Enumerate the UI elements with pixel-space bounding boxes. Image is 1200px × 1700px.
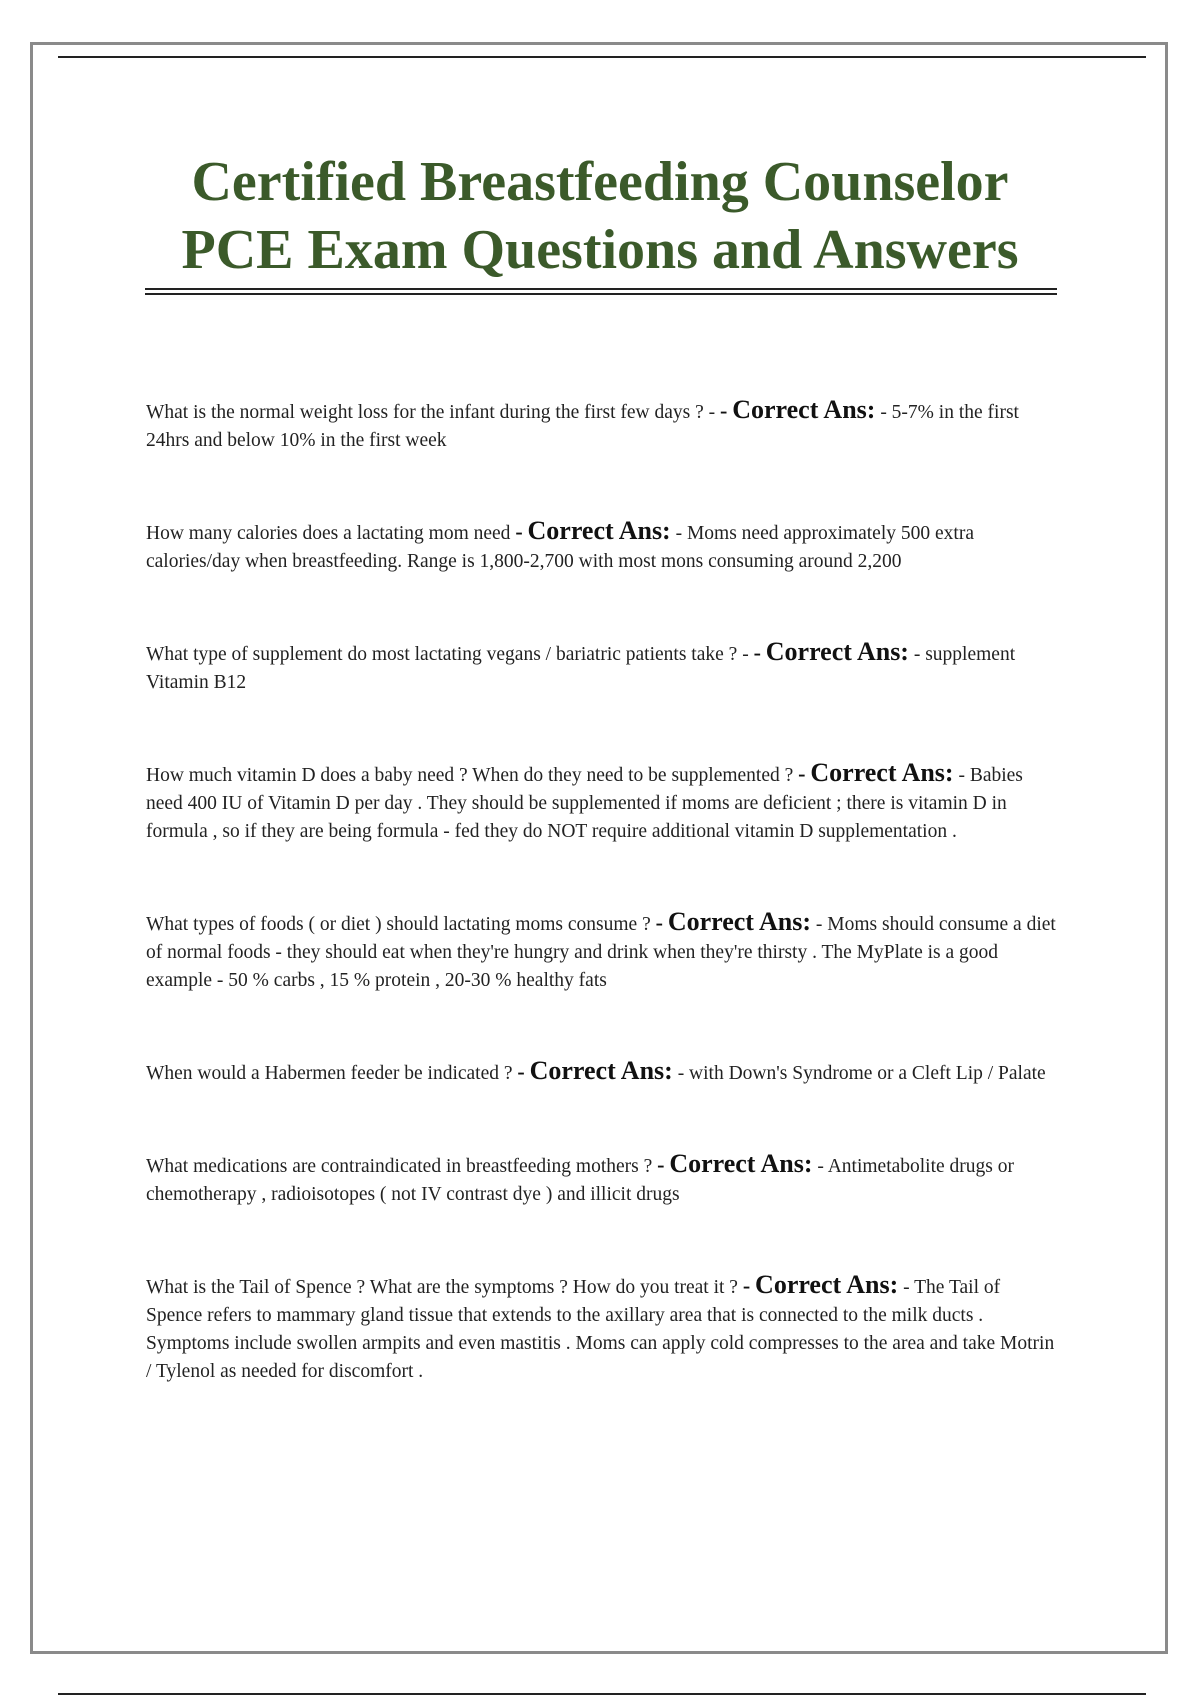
- answer-label: Correct Ans:: [667, 907, 812, 936]
- qa-item: When would a Habermen feeder be indicated ? - Correct Ans: - with Down's Syndrome or a Cleft Lip / Palate: [146, 1056, 1046, 1085]
- qa-item: How many calories does a lactating mom need - Correct Ans: - Moms need approximately 500 extra calories/day when breastfeeding. Range is 1,800-2,700 with most mons consuming around 2,200: [146, 516, 974, 572]
- answer-text: - Antimetabolite drugs or chemotherapy , radioisotopes ( not IV contrast dye ) and illicit drugs: [146, 1156, 1014, 1205]
- qa-item: What type of supplement do most lactating vegans / bariatric patients take ? - - Correct Ans: - supplement Vitamin B12: [146, 637, 1016, 693]
- document-title: [140, 148, 1060, 284]
- question-text: What type of supplement do most lactating vegans / bariatric patients take ? -: [146, 644, 749, 665]
- qa-list: [146, 396, 1061, 1448]
- qa-item: What types of foods ( or diet ) should lactating moms consume ? - Correct Ans: - Moms should consume a diet of normal foods - they should eat when they're hungry and drink when they're thirsty . The MyPlate is a good example - 50 % carbs , 15 % protein , 20-30 % healthy fats: [146, 907, 1056, 991]
- question-text: What is the normal weight loss for the infant during the first few days ? -: [146, 402, 716, 423]
- qa-item: What is the Tail of Spence ? What are the symptoms ? How do you treat it ? - Correct Ans: - The Tail of Spence refers to mammary gland tissue that extends to the axillary area that is connected to the milk ducts . Symptoms include swollen armpits and even mastitis . Moms can apply cold compresses to the area and take Motrin / Tylenol as needed for discomfort .: [146, 1270, 1055, 1382]
- answer-label: Correct Ans:: [669, 1149, 813, 1178]
- answer-label: Correct Ans:: [527, 516, 671, 545]
- answer-text: - Moms should consume a diet of normal foods - they should eat when they're hungry and drink when they're thirsty . The MyPlate is a good example - 50 % carbs , 15 % protein , 20-30 % healthy fats: [146, 914, 1056, 991]
- answer-label: Correct Ans:: [529, 1056, 673, 1085]
- question-text: How much vitamin D does a baby need ? When do they need to be supplemented ?: [146, 765, 794, 786]
- answer-label: Correct Ans:: [732, 395, 876, 424]
- answer-text: - Babies need 400 IU of Vitamin D per day . They should be supplemented if moms are deficient ; there is vitamin D in formula , so if they are being formula - fed they do NOT require additional vitamin D supplementation .: [146, 765, 1023, 842]
- title-line-1: Certified Breastfeeding Counselor: [191, 151, 1009, 213]
- answer-text: - supplement Vitamin B12: [146, 644, 1016, 693]
- qa-item: What medications are contraindicated in breastfeeding mothers ? - Correct Ans: - Antimetabolite drugs or chemotherapy , radioisotopes ( not IV contrast dye ) and illicit drugs: [146, 1149, 1014, 1205]
- question-text: What is the Tail of Spence ? What are the symptoms ? How do you treat it ?: [146, 1277, 738, 1298]
- answer-text: - 5-7% in the first 24hrs and below 10% in the first week: [146, 402, 1019, 451]
- top-rule: [58, 56, 1146, 58]
- answer-text: - The Tail of Spence refers to mammary gland tissue that extends to the axillary area that is connected to the milk ducts . Symptoms include swollen armpits and even mastitis . Moms can apply cold compresses to the area and take Motrin / Tylenol as needed for discomfort .: [146, 1277, 1055, 1382]
- qa-item: What is the normal weight loss for the infant during the first few days ? - - Correct Ans: - 5-7% in the first 24hrs and below 10% in the first week: [146, 395, 1019, 451]
- answer-label: Correct Ans:: [755, 1270, 899, 1299]
- question-text: When would a Habermen feeder be indicated ?: [146, 1063, 513, 1084]
- answer-label: Correct Ans:: [765, 637, 909, 666]
- bottom-rule: [58, 1693, 1146, 1695]
- title-line-2: PCE Exam Questions and Answers: [181, 219, 1019, 281]
- question-text: What types of foods ( or diet ) should lactating moms consume ?: [146, 914, 651, 935]
- answer-label: Correct Ans:: [810, 758, 954, 787]
- question-text: What medications are contraindicated in breastfeeding mothers ?: [146, 1156, 653, 1177]
- answer-text: - Moms need approximately 500 extra calories/day when breastfeeding. Range is 1,800-2,700 with most mons consuming around 2,200: [146, 523, 974, 572]
- title-double-underline: [145, 288, 1057, 295]
- answer-text: - with Down's Syndrome or a Cleft Lip / Palate: [677, 1063, 1046, 1084]
- question-text: How many calories does a lactating mom need: [146, 523, 511, 544]
- qa-item: How much vitamin D does a baby need ? When do they need to be supplemented ? - Correct Ans: - Babies need 400 IU of Vitamin D per day . They should be supplemented if moms are deficient ; there is vitamin D in formula , so if they are being formula - fed they do NOT require additional vitamin D supplementation .: [146, 758, 1023, 842]
